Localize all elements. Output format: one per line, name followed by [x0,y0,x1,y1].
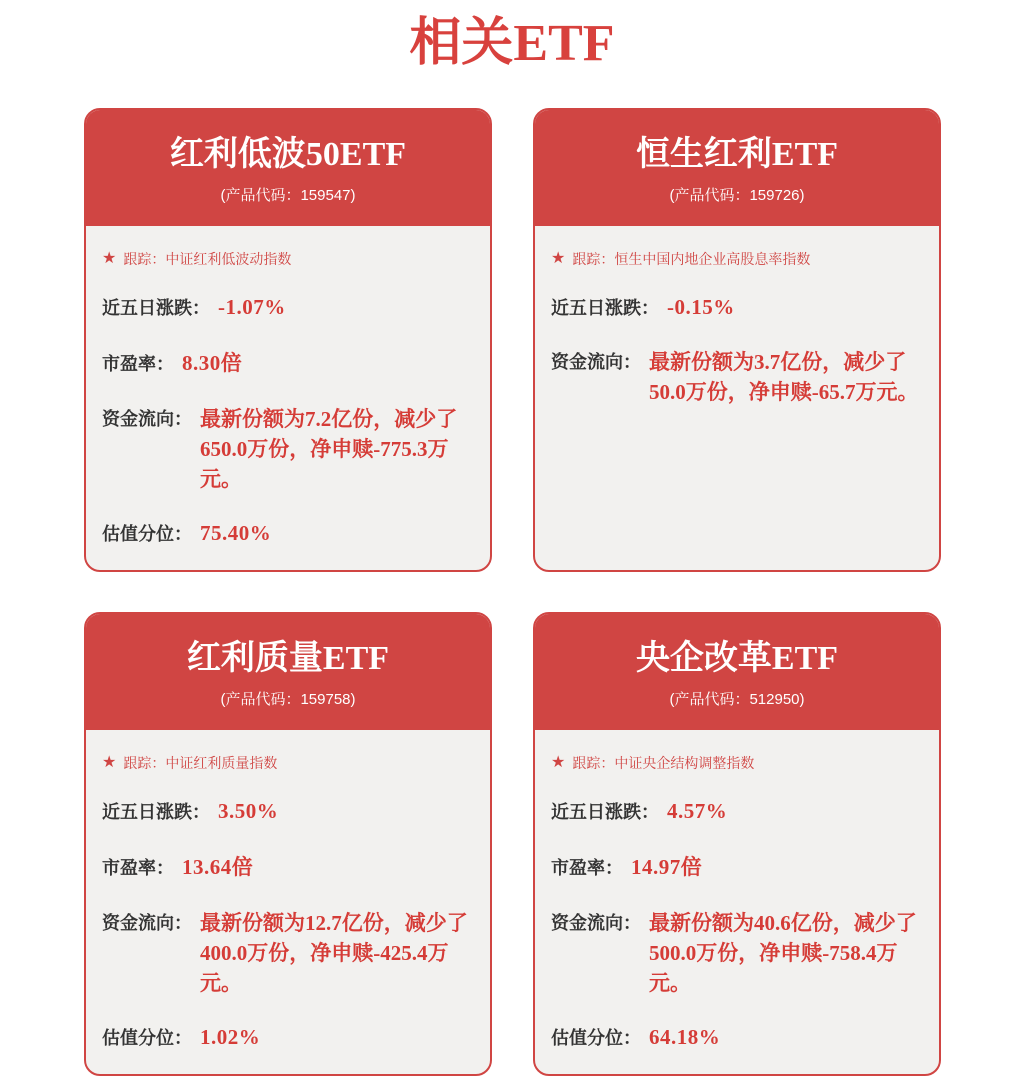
five-day-row [551,799,923,824]
etf-product-code: (产品代码：159758) [220,691,356,708]
valuation-label: 估值分位： [102,524,192,544]
pe-value: 8.30倍 [182,351,243,375]
etf-name: 红利低波50ETF [169,136,407,173]
fund-flow-value: 最新份额为40.6亿份，减少了500.0万份，净申赎-758.4万元。 [649,911,917,995]
page-title: 相关ETF [409,15,615,72]
pe-label: 市盈率： [551,858,623,878]
five-day-label: 近五日涨跌： [102,298,210,318]
track-label: 跟踪： [123,251,166,267]
fund-flow-label: 资金流向： [102,913,192,933]
valuation-label: 估值分位： [551,1028,641,1048]
pe-row [102,347,474,377]
five-day-row [102,799,474,824]
five-day-row [102,295,474,320]
fund-flow-row [102,404,474,494]
five-day-label: 近五日涨跌： [551,298,659,318]
track-index-value: 恒生中国内地企业高股息率指数 [614,251,811,267]
star-icon: ★ [551,250,566,267]
valuation-row [551,1025,923,1050]
etf-card-yangqi-gaige [533,612,941,1076]
pe-row [551,851,923,881]
five-day-label: 近五日涨跌： [102,802,210,822]
etf-card-hongli-zhiliang [84,612,492,1076]
star-icon: ★ [551,754,566,771]
track-label: 跟踪： [572,251,615,267]
fund-flow-row [102,908,474,998]
valuation-value: 75.40% [200,521,272,545]
etf-cards-grid [84,108,941,1076]
etf-card-body [535,226,939,570]
pe-value: 14.97倍 [631,855,703,879]
five-day-value: -0.15% [667,295,735,319]
fund-flow-value: 最新份额为12.7亿份，减少了400.0万份，净申赎-425.4万元。 [200,911,468,995]
fund-flow-label: 资金流向： [551,352,641,372]
track-label: 跟踪： [572,755,615,771]
five-day-row [551,295,923,320]
etf-name: 恒生红利ETF [635,136,839,173]
fund-flow-row [551,908,923,998]
etf-card-hengsheng-hongli [533,108,941,572]
star-icon: ★ [102,250,117,267]
five-day-value: 3.50% [218,799,279,823]
track-row [551,754,923,772]
etf-product-code: (产品代码：159547) [220,187,356,204]
etf-card-hongli-dibo50 [84,108,492,572]
five-day-value: -1.07% [218,295,286,319]
valuation-value: 64.18% [649,1025,721,1049]
etf-card-body [535,730,939,1074]
track-index-value: 中证央企结构调整指数 [614,755,755,771]
etf-card-header [86,614,490,730]
etf-card-header [535,614,939,730]
pe-value: 13.64倍 [182,855,254,879]
track-row [102,754,474,772]
etf-product-code: (产品代码：159726) [669,187,805,204]
track-row [102,250,474,268]
etf-card-body [86,730,490,1074]
five-day-value: 4.57% [667,799,728,823]
track-index-value: 中证红利质量指数 [165,755,278,771]
valuation-value: 1.02% [200,1025,261,1049]
etf-product-code: (产品代码：512950) [669,691,805,708]
fund-flow-label: 资金流向： [102,409,192,429]
five-day-label: 近五日涨跌： [551,802,659,822]
etf-name: 央企改革ETF [635,640,839,677]
fund-flow-value: 最新份额为7.2亿份，减少了650.0万份，净申赎-775.3万元。 [200,407,458,491]
star-icon: ★ [102,754,117,771]
pe-row [102,851,474,881]
etf-card-header [86,110,490,226]
valuation-row [102,1025,474,1050]
fund-flow-row [551,347,923,407]
etf-card-body [86,226,490,570]
valuation-row [102,521,474,546]
etf-name: 红利质量ETF [186,640,390,677]
pe-label: 市盈率： [102,354,174,374]
track-index-value: 中证红利低波动指数 [165,251,292,267]
pe-label: 市盈率： [102,858,174,878]
valuation-label: 估值分位： [102,1028,192,1048]
fund-flow-value: 最新份额为3.7亿份，减少了50.0万份，净申赎-65.7万元。 [649,350,919,404]
track-row [551,250,923,268]
fund-flow-label: 资金流向： [551,913,641,933]
etf-card-header [535,110,939,226]
track-label: 跟踪： [123,755,166,771]
